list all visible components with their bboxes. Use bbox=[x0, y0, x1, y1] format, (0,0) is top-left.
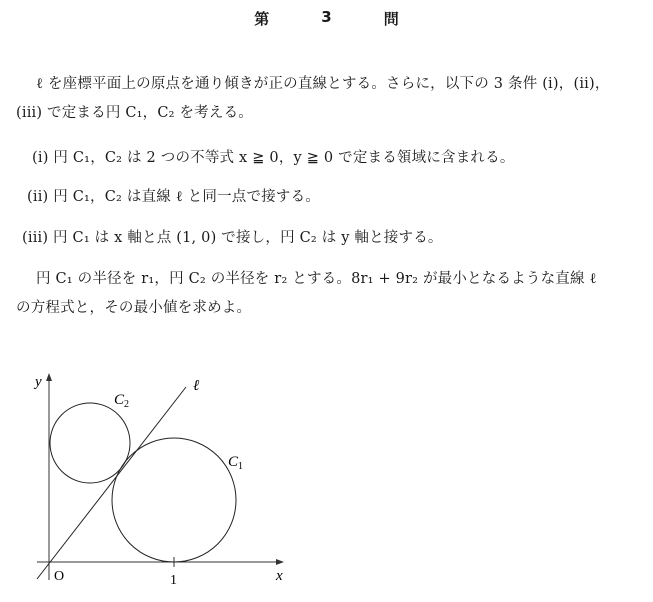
title-dai: 第 bbox=[254, 10, 270, 28]
circle-c1 bbox=[112, 438, 236, 562]
condition-label: (ii) bbox=[27, 189, 49, 205]
origin-label: O bbox=[54, 569, 65, 584]
condition-text: 円 C₁，C₂ は 2 つの不等式 x ≧ 0，y ≧ 0 で定まる領域に含まれる。 bbox=[53, 150, 515, 166]
x-axis-label: x bbox=[276, 568, 283, 584]
title-mon: 問 bbox=[383, 10, 399, 28]
condition-text: 円 C₁ は x 軸と点 (1, 0) で接し，円 C₂ は y 軸と接する。 bbox=[53, 230, 443, 246]
question-line-2: の方程式と，その最小値を求めよ。 bbox=[16, 300, 252, 316]
condition-label: (iii) bbox=[22, 230, 49, 246]
question-line-1: 円 C₁ の半径を r₁，円 C₂ の半径を r₂ とする。8r₁ + 9r₂ が最小となるような直線 ℓ bbox=[36, 271, 597, 287]
y-axis-arrow-icon bbox=[46, 373, 52, 381]
line-l bbox=[37, 387, 186, 579]
intro-line-1: ℓ を座標平面上の原点を通り傾きが正の直線とする。さらに，以下の 3 条件 (i)，(ii)， bbox=[36, 76, 610, 92]
condition-label: (i) bbox=[32, 150, 49, 166]
condition-text: 円 C₁，C₂ は直線 ℓ と同一点で接する。 bbox=[53, 189, 320, 205]
circle-c1-label: $C_1$ bbox=[228, 454, 244, 472]
title-number: 3 bbox=[321, 8, 332, 26]
line-l-label: ℓ bbox=[193, 378, 200, 394]
y-axis-label: y bbox=[35, 374, 42, 390]
tick-1-label: 1 bbox=[170, 573, 177, 588]
intro-line-2: (iii) で定まる円 C₁，C₂ を考える。 bbox=[16, 105, 253, 121]
circle-c2-label: $C_2$ bbox=[114, 392, 130, 410]
circle-c2 bbox=[50, 403, 130, 483]
x-axis-arrow-icon bbox=[276, 559, 284, 565]
